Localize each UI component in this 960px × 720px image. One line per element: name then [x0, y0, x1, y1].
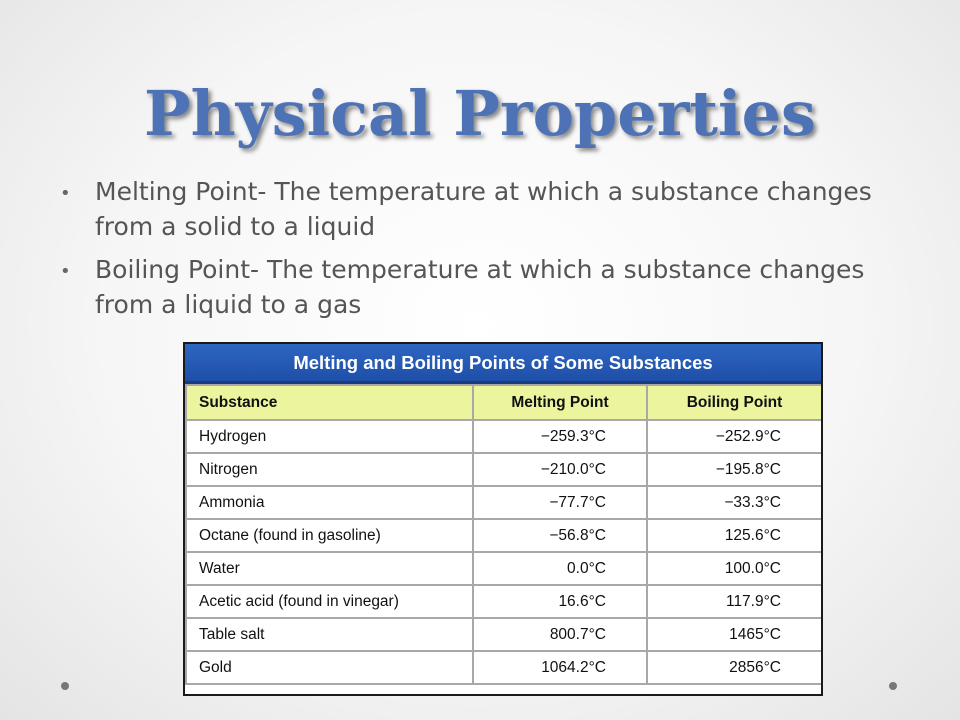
table-row	[186, 453, 822, 486]
bullet-text: Boiling Point- The temperature at which a substance changes from a liquid to a gas	[95, 255, 865, 319]
table-row	[186, 486, 822, 519]
properties-table	[183, 342, 823, 696]
cell-boiling-point: 117.9°C	[647, 585, 822, 618]
slide-title: Physical Properties	[144, 77, 816, 150]
table-title: Melting and Boiling Points of Some Substances	[185, 344, 821, 384]
table-row	[186, 552, 822, 585]
cell-boiling-point: −195.8°C	[647, 453, 822, 486]
bullet-dot-icon: •	[60, 183, 71, 204]
table-row	[186, 420, 822, 453]
slide-corner-dot-left	[61, 682, 69, 690]
header-melting-point: Melting Point	[473, 385, 647, 420]
cell-melting-point: 1064.2°C	[473, 651, 647, 684]
cell-substance: Nitrogen	[186, 453, 473, 486]
table-header-row	[186, 385, 822, 420]
cell-substance: Acetic acid (found in vinegar)	[186, 585, 473, 618]
cell-boiling-point: 2856°C	[647, 651, 822, 684]
bullet-boiling-point	[58, 252, 918, 322]
cell-boiling-point: −33.3°C	[647, 486, 822, 519]
cell-substance: Ammonia	[186, 486, 473, 519]
slide-corner-dot-right	[889, 682, 897, 690]
bullet-melting-point	[58, 174, 918, 244]
table-row	[186, 585, 822, 618]
cell-melting-point: 800.7°C	[473, 618, 647, 651]
bullet-list	[58, 174, 918, 330]
cell-boiling-point: 100.0°C	[647, 552, 822, 585]
cell-melting-point: 16.6°C	[473, 585, 647, 618]
header-substance: Substance	[186, 385, 473, 420]
bullet-text: Melting Point- The temperature at which a substance changes from a solid to a liquid	[95, 177, 872, 241]
cell-melting-point: −77.7°C	[473, 486, 647, 519]
table-row	[186, 618, 822, 651]
cell-melting-point: −210.0°C	[473, 453, 647, 486]
cell-substance: Water	[186, 552, 473, 585]
cell-substance: Gold	[186, 651, 473, 684]
table-row	[186, 519, 822, 552]
table-row	[186, 651, 822, 684]
header-boiling-point: Boiling Point	[647, 385, 822, 420]
bullet-dot-icon: •	[60, 261, 71, 282]
cell-melting-point: −56.8°C	[473, 519, 647, 552]
cell-melting-point: −259.3°C	[473, 420, 647, 453]
cell-boiling-point: 1465°C	[647, 618, 822, 651]
cell-boiling-point: 125.6°C	[647, 519, 822, 552]
cell-substance: Table salt	[186, 618, 473, 651]
cell-substance: Hydrogen	[186, 420, 473, 453]
cell-boiling-point: −252.9°C	[647, 420, 822, 453]
cell-substance: Octane (found in gasoline)	[186, 519, 473, 552]
cell-melting-point: 0.0°C	[473, 552, 647, 585]
data-table	[185, 384, 823, 685]
